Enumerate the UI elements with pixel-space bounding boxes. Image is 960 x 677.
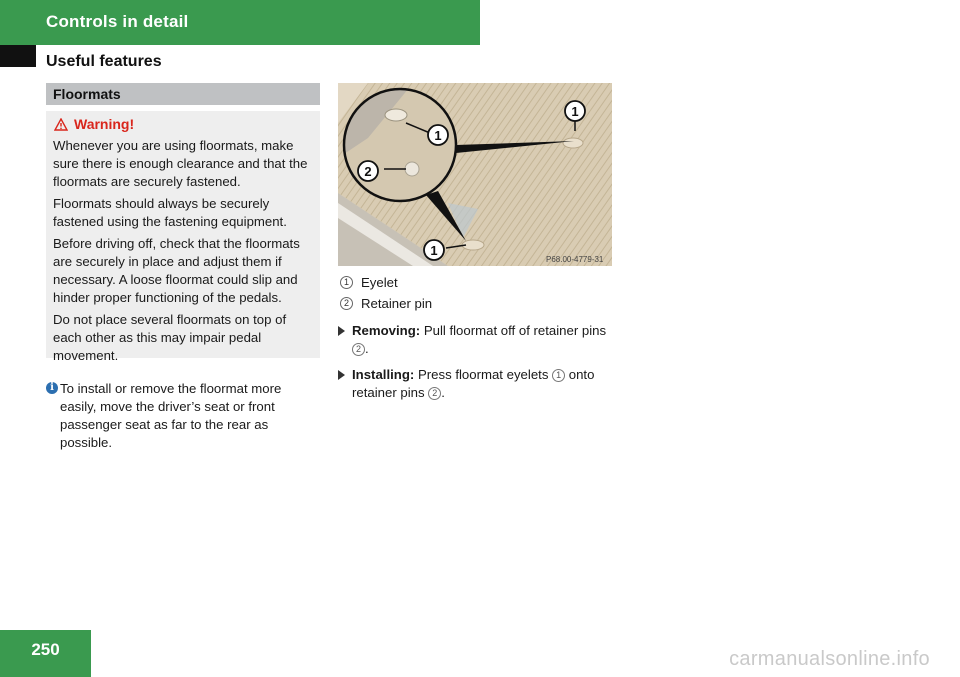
callout-label: 2 [364, 164, 372, 179]
legend-item [340, 272, 432, 293]
legend-label: Eyelet [361, 275, 398, 290]
page-number: 250 [31, 640, 60, 659]
warning-paragraph: Do not place several floormats on top of each other as this may impair pedal movement. [53, 312, 287, 363]
step-label: Removing: [352, 323, 421, 338]
warning-paragraph: Whenever you are using floormats, make sure there is enough clearance and that the floormats are securely fastened. [53, 138, 308, 189]
callout-label: 1 [430, 243, 438, 258]
info-note [46, 380, 320, 452]
step-arrow-icon [338, 370, 345, 380]
legend-number: 2 [340, 297, 353, 310]
callout-1-eyelet-zoom [428, 125, 448, 145]
step-text: Pull floormat off of retainer pins [423, 323, 607, 338]
warning-paragraph: Floormats should always be securely fastened using the fastening equipment. [53, 196, 287, 229]
figure-legend [340, 272, 432, 314]
step-text-end: . [365, 341, 369, 356]
warning-text [53, 137, 316, 369]
instruction-steps [338, 322, 616, 410]
warning-triangle-icon [54, 118, 68, 131]
legend-label: Retainer pin [361, 296, 433, 311]
page-number-box [0, 630, 91, 677]
warning-heading [54, 116, 134, 132]
callout-label: 1 [434, 128, 442, 143]
step-text-end: . [441, 385, 445, 400]
floormats-heading-bar [46, 83, 320, 105]
step-ref-number: 1 [552, 369, 565, 382]
section-title: Controls in detail [46, 12, 189, 31]
info-note-text: To install or remove the floormat more easily, move the driver’s seat or front passenger seat as far to the rear as possible. [60, 381, 282, 450]
callout-1-eyelet-top [565, 101, 585, 121]
legend-item [340, 293, 432, 314]
callout-label: 1 [571, 104, 579, 119]
step-ref-number: 2 [428, 387, 441, 400]
warning-label: Warning! [74, 116, 135, 132]
step-text: Press floormat eyelets [417, 367, 549, 382]
info-icon: i [46, 382, 58, 394]
legend-number: 1 [340, 276, 353, 289]
callout-1-eyelet-bottom [424, 240, 444, 260]
section-banner [0, 0, 480, 45]
warning-paragraph: Before driving off, check that the floormats are securely in place and adjust them if necessary. A loose floormat could slip and hinder proper functioning of the pedals. [53, 236, 300, 305]
image-code: P68.00-4779-31 [546, 255, 604, 264]
section-tab-marker [0, 45, 36, 67]
subsection-title: Useful features [46, 53, 162, 70]
step-removing [338, 322, 616, 358]
step-label: Installing: [352, 367, 415, 382]
step-text-after: onto retainer pins [352, 367, 595, 400]
step-arrow-icon [338, 326, 345, 336]
floormats-heading: Floormats [53, 86, 121, 102]
floormat-photo [338, 83, 612, 266]
warning-box [46, 111, 320, 363]
step-installing [338, 366, 616, 402]
step-ref-number: 2 [352, 343, 365, 356]
watermark: carmanualsonline.info [729, 648, 930, 670]
callout-2-retainer-pin [358, 161, 378, 181]
